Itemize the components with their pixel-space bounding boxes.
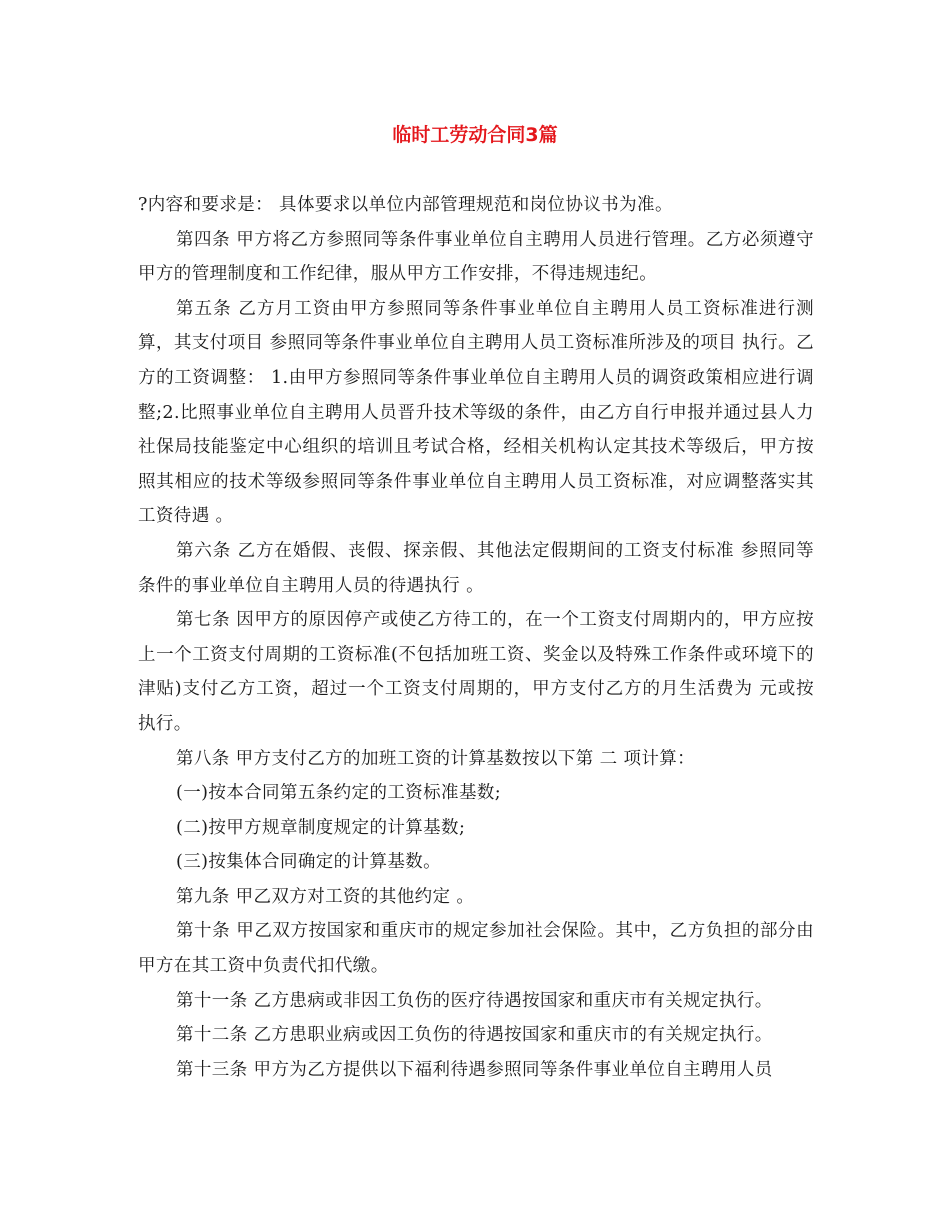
paragraph-article-10: 第十条 甲乙双方按国家和重庆市的规定参加社会保险。其中，乙方负担的部分由甲方在其工资中负责代扣代缴。	[138, 921, 814, 977]
paragraph-article-13: 第十三条 甲方为乙方提供以下福利待遇参照同等条件事业单位自主聘用人员	[176, 1059, 773, 1080]
paragraph-article-9: 第九条 甲乙双方对工资的其他约定 。	[176, 886, 475, 907]
paragraph-article-8-item-3: (三)按集体合同确定的计算基数。	[176, 852, 442, 873]
paragraph-article-8-item-1: (一)按本合同第五条约定的工资标准基数;	[176, 783, 502, 804]
document-body	[138, 188, 814, 1087]
paragraph-article-4: 第四条 甲方将乙方参照同等条件事业单位自主聘用人员进行管理。乙方必须遵守甲方的管理制度和工作纪律，服从甲方工作安排，不得违规违纪。	[138, 229, 814, 285]
paragraph-article-7: 第七条 因甲方的原因停产或使乙方待工的，在一个工资支付周期内的，甲方应按上一个工资支付周期的工资标准(不包括加班工资、奖金以及特殊工作条件或环境下的津贴)支付乙方工资，超过一个工资支付周期的，甲方支付乙方的月生活费为 元或按 执行。	[138, 610, 814, 734]
paragraph-article-6: 第六条 乙方在婚假、丧假、探亲假、其他法定假期间的工资支付标准 参照同等条件的事业单位自主聘用人员的待遇执行 。	[138, 540, 814, 596]
document-title: 临时工劳动合同3篇	[392, 124, 558, 146]
paragraph-requirements: ?内容和要求是： 具体要求以单位内部管理规范和岗位协议书为准。	[138, 195, 673, 215]
paragraph-article-11: 第十一条 乙方患病或非因工负伤的医疗待遇按国家和重庆市有关规定执行。	[176, 990, 773, 1011]
paragraph-article-5: 第五条 乙方月工资由甲方参照同等条件事业单位自主聘用人员工资标准进行测算，其支付项目 参照同等条件事业单位自主聘用人员工资标准所涉及的项目 执行。乙方的工资调整： 1.由甲方参照同等条件事业单位自主聘用人员的调资政策相应进行调整;2.比照事业单位自主聘用人员晋升技术等级的条件，由乙方自行申报并通过县人力社保局技能鉴定中心组织的培训且考试合格，经相关机构认定其技术等级后，甲方按照其相应的技术等级参照同等条件事业单位自主聘用人员工资标准，对应调整落实其工资待遇 。	[138, 298, 814, 527]
paragraph-article-8: 第八条 甲方支付乙方的加班工资的计算基数按以下第 二 项计算：	[176, 748, 696, 769]
paragraph-article-12: 第十二条 乙方患职业病或因工负伤的待遇按国家和重庆市的有关规定执行。	[176, 1025, 773, 1046]
paragraph-article-8-item-2: (二)按甲方规章制度规定的计算基数;	[176, 817, 466, 838]
